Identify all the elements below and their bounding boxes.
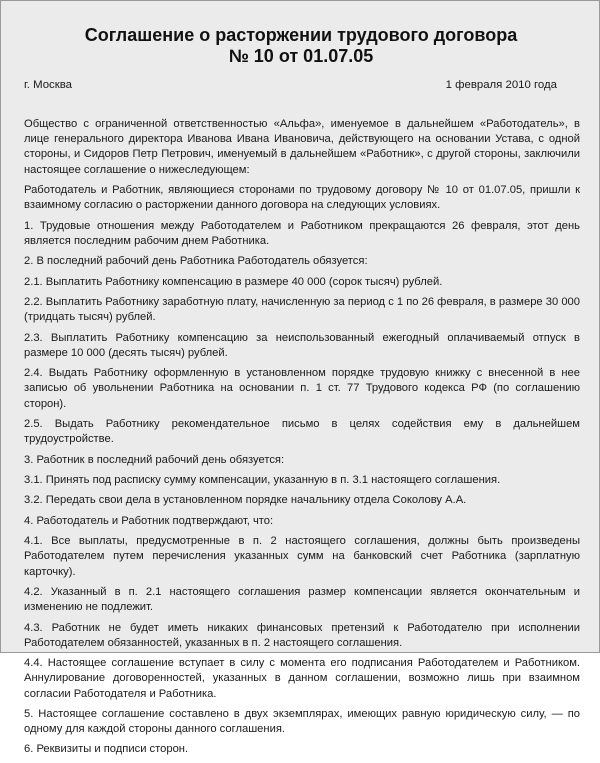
clause-4: 4. Работодатель и Работник подтверждают, что: [24,514,274,527]
clause-2-1: 2.1. Выплатить Работнику компенсацию в размере 40 000 (сорок тысяч) рублей. [24,275,443,288]
clause-3-2: 3.2. Передать свои дела в установленном порядке начальнику отдела Соколову А.А. [24,494,467,507]
clause-4-4: 4.4. Настоящее соглашение вступает в силу с момента его подписания Работодателем и Работником. Аннулирование договоренностей, указанных в данном соглашении, возможно лишь при взаимном согласии Работодателя и Работника. [24,657,580,700]
clause-6: 6. Реквизиты и подписи сторон. [24,743,189,756]
document-title: Соглашение о расторжении трудового договора [84,25,518,45]
clause-2: 2. В последний рабочий день Работника Работодатель обязуется: [24,255,368,268]
document-body [24,117,580,763]
document-date: 1 февраля 2010 года [445,79,557,91]
document-number: № 10 от 01.07.05 [228,46,374,66]
clause-3-1: 3.1. Принять под расписку сумму компенсации, указанную в п. 3.1 настоящего соглашения. [24,473,501,486]
clause-1: 1. Трудовые отношения между Работодателем и Работником прекращаются 26 февраля, этот день является последним рабочим днем Работника. [24,219,580,247]
clause-2-2: 2.2. Выплатить Работнику заработную плату, начисленную за период с 1 по 26 февраля, в размере 30 000 (тридцать тысяч) рублей. [24,295,580,324]
paragraph-intro: Работодатель и Работник, являющиеся сторонами по трудовому договору № 10 от 01.07.05, пришли к взаимному согласию о расторжении данного договора на следующих условиях. [24,184,580,212]
clause-2-4: 2.4. Выдать Работнику оформленную в установленном порядке трудовую книжку с внесенной в нее записью об увольнении Работника на основании п. 1 ст. 77 Трудового кодекса РФ (по соглашению сторон). [24,367,580,410]
clause-4-3: 4.3. Работник не будет иметь никаких финансовых претензий к Работодателю при исполнении Работодателем обязанностей, указанных в п. 2 настоящего соглашения. [24,621,580,649]
paragraph-preamble: Общество с ограниченной ответственностью «Альфа», именуемое в дальнейшем «Работодатель», в лице генерального директора Иванова Ивана Ивановича, действующего на основании Устава, с одной стороны, и Сидоров Петр Петрович, именуемый в дальнейшем «Работник», с другой стороны, заключили настоящее соглашение о нижеследующем: [24,118,580,176]
clause-2-5: 2.5. Выдать Работнику рекомендательное письмо в целях содействия ему в дальнейшем трудоустройстве. [24,417,580,446]
clause-5: 5. Настоящее соглашение составлено в двух экземплярах, имеющих равную юридическую силу, — по одному для каждой стороны данного соглашения. [24,707,580,736]
clause-4-1: 4.1. Все выплаты, предусмотренные в п. 2 настоящего соглашения, должны быть произведены Работодателем путем перечисления указанных сумм на банковский счет Работника (зарплатную карточку). [24,535,580,578]
clause-3: 3. Работник в последний рабочий день обязуется: [24,453,285,466]
clause-4-2: 4.2. Указанный в п. 2.1 настоящего соглашения размер компенсации является окончательным и изменению не подлежит. [24,585,580,614]
clause-2-3: 2.3. Выплатить Работнику компенсацию за неиспользованный ежегодный оплачиваемый отпуск в размере 10 000 (десять тысяч) рублей. [24,331,580,359]
document-city: г. Москва [24,79,72,91]
